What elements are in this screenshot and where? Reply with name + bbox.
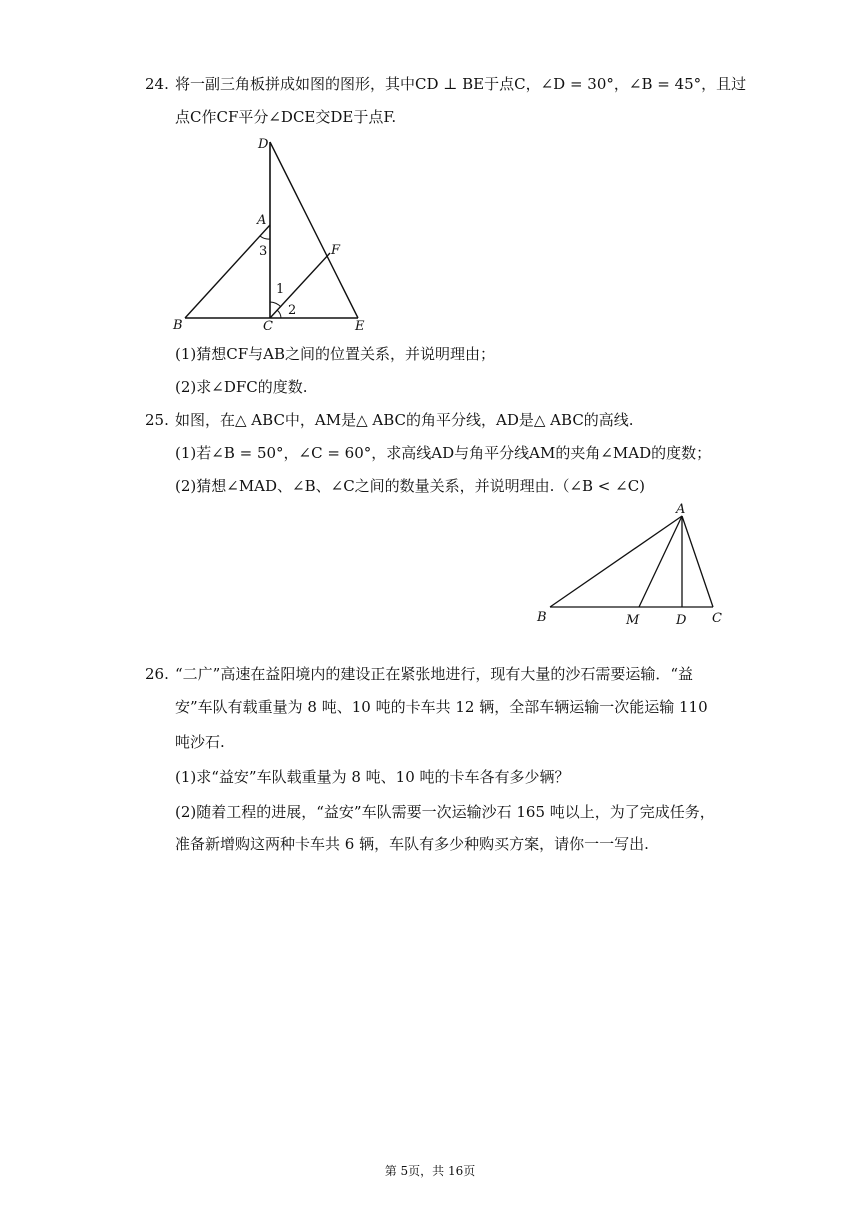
question-25-part2: (2)猜想∠MAD、∠B、∠C之间的数量关系，并说明理由.（∠B < ∠C): [175, 477, 646, 495]
label-m: M: [626, 613, 640, 628]
segment-am: [639, 516, 682, 607]
label-angle-1: 1: [276, 282, 285, 297]
question-25-part1: (1)若∠B = 50°，∠C = 60°，求高线AD与角平分线AM的夹角∠MAD的度数；: [175, 444, 712, 462]
label-angle-3: 3: [259, 244, 268, 259]
label-b: B: [173, 318, 183, 333]
label-a: A: [257, 213, 267, 228]
question-24-part1: (1)猜想CF与AB之间的位置关系，并说明理由；: [175, 345, 495, 363]
question-26-text-line1: “二广”高速在益阳境内的建设正在紧张地进行，现有大量的沙石需要运输．“益: [175, 665, 694, 683]
angle-3-arc: [260, 236, 270, 239]
segment-ab: [185, 225, 270, 318]
question-26-part3: 准备新增购这两种卡车共 6 辆，车队有多少种购买方案，请你一一写出.: [175, 835, 649, 853]
angle-1-arc: [270, 302, 281, 307]
question-25-number: 25.: [145, 411, 169, 429]
question-24-text-line2: 点C作CF平分∠DCE交DE于点F.: [175, 108, 397, 126]
angle-2-arc: [277, 310, 281, 318]
question-24-part2: (2)求∠DFC的度数.: [175, 378, 308, 396]
label-c: C: [712, 611, 722, 626]
question-25-figure: [530, 500, 730, 630]
segment-ac: [682, 516, 713, 607]
label-b: B: [537, 610, 547, 625]
label-d: D: [258, 137, 269, 152]
question-25-text-line1: 如图，在△ ABC中，AM是△ ABC的角平分线，AD是△ ABC的高线.: [175, 411, 634, 429]
question-24-figure: [165, 130, 385, 335]
label-f: F: [331, 243, 341, 258]
question-26-number: 26.: [145, 665, 169, 683]
segment-ab: [550, 516, 682, 607]
question-26-text-line2: 安”车队有载重量为 8 吨、10 吨的卡车共 12 辆，全部车辆运输一次能运输 110: [175, 698, 708, 716]
label-d: D: [676, 613, 687, 628]
question-26-part2: (2)随着工程的进展，“益安”车队需要一次运输沙石 165 吨以上，为了完成任务，: [175, 803, 715, 821]
question-24-number: 24.: [145, 75, 169, 93]
question-26-part1: (1)求“益安”车队载重量为 8 吨、10 吨的卡车各有多少辆？: [175, 768, 570, 786]
label-a: A: [676, 502, 686, 517]
label-angle-2: 2: [288, 303, 297, 318]
page-number-footer: 第 5页，共 16页: [384, 1164, 476, 1178]
label-e: E: [355, 319, 365, 334]
question-26-text-line3: 吨沙石.: [175, 733, 225, 751]
label-c: C: [263, 319, 273, 334]
question-24-text-line1: 将一副三角板拼成如图的图形，其中CD ⊥ BE于点C，∠D = 30°，∠B = 45°，且过: [175, 75, 747, 93]
